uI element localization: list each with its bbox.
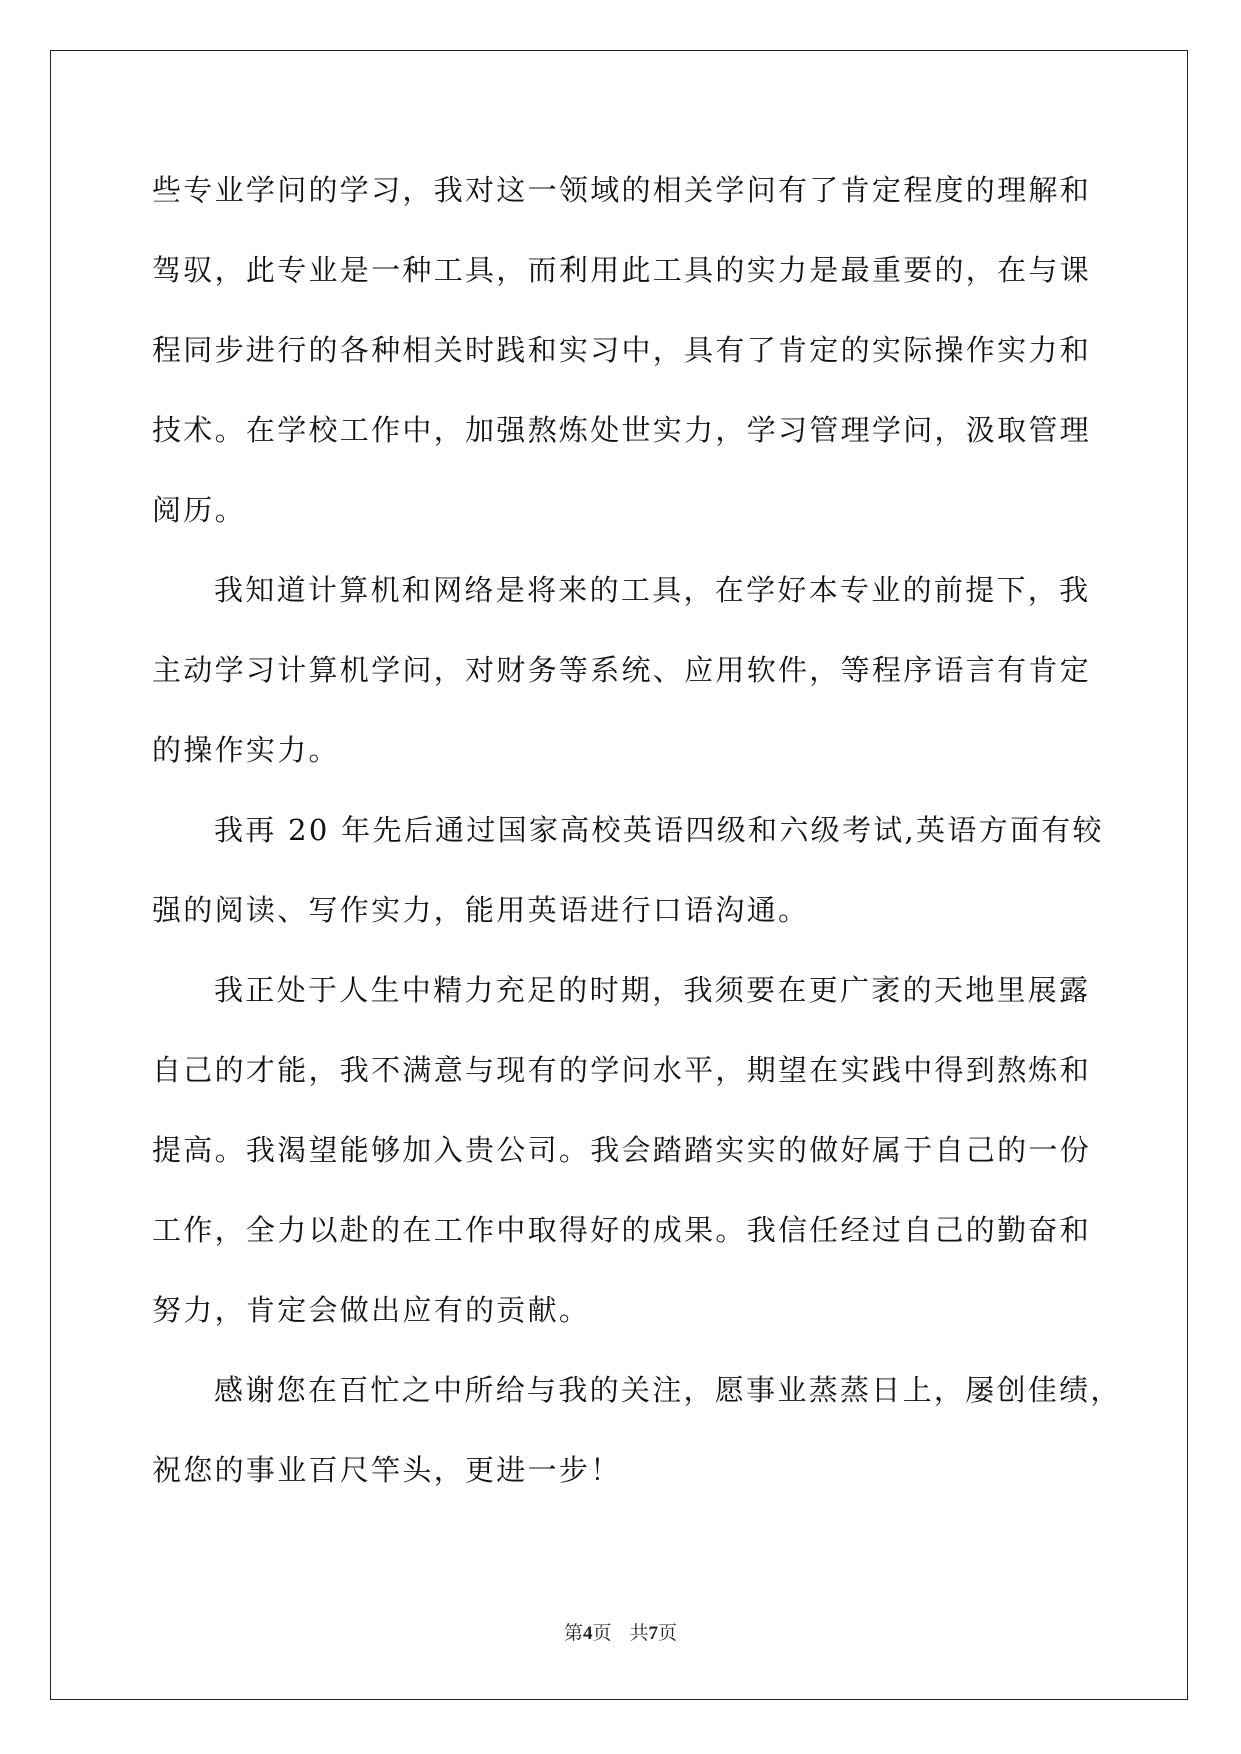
text-line: 工作，全力以赴的在工作中取得好的成果。我信任经过自己的勤奋和 <box>152 1213 1092 1247</box>
paragraph-start-line: 感谢您在百忙之中所给与我的关注，愿事业蒸蒸日上，屡创佳绩， <box>214 1373 1122 1407</box>
text-line: 的操作实力。 <box>152 733 340 767</box>
text-line: 技术。在学校工作中，加强熬炼处世实力，学习管理学问，汲取管理 <box>152 413 1092 447</box>
page-footer <box>0 1618 1241 1645</box>
text-line: 些专业学问的学习，我对这一领域的相关学问有了肯定程度的理解和 <box>152 173 1092 207</box>
page-label-suffix: 页 <box>592 1622 612 1644</box>
text-line: 祝您的事业百尺竿头，更进一步！ <box>152 1453 622 1487</box>
page-number: 4 <box>582 1623 593 1644</box>
paragraph-start-line: 我知道计算机和网络是将来的工具，在学好本专业的前提下，我 <box>214 573 1091 607</box>
paragraph-start-line: 我再 20 年先后通过国家高校英语四级和六级考试,英语方面有较 <box>214 813 1104 847</box>
text-line: 驾驭，此专业是一种工具，而利用此工具的实力是最重要的，在与课 <box>152 253 1092 287</box>
page-label-prefix: 第 <box>563 1622 583 1644</box>
total-label-suffix: 页 <box>658 1622 678 1644</box>
text-line: 主动学习计算机学问，对财务等系统、应用软件，等程序语言有肯定 <box>152 653 1092 687</box>
text-line: 程同步进行的各种相关时践和实习中，具有了肯定的实际操作实力和 <box>152 333 1092 367</box>
text-line: 努力，肯定会做出应有的贡献。 <box>152 1293 591 1327</box>
document-body <box>152 150 1122 1510</box>
total-label-prefix: 共 <box>629 1622 649 1644</box>
text-line: 阅历。 <box>152 493 246 527</box>
total-pages: 7 <box>648 1623 659 1644</box>
text-line: 提高。我渴望能够加入贵公司。我会踏踏实实的做好属于自己的一份 <box>152 1133 1092 1167</box>
text-line: 强的阅读、写作实力，能用英语进行口语沟通。 <box>152 893 810 927</box>
paragraph-start-line: 我正处于人生中精力充足的时期，我须要在更广袤的天地里展露 <box>214 973 1091 1007</box>
text-line: 自己的才能，我不满意与现有的学问水平，期望在实践中得到熬炼和 <box>152 1053 1092 1087</box>
